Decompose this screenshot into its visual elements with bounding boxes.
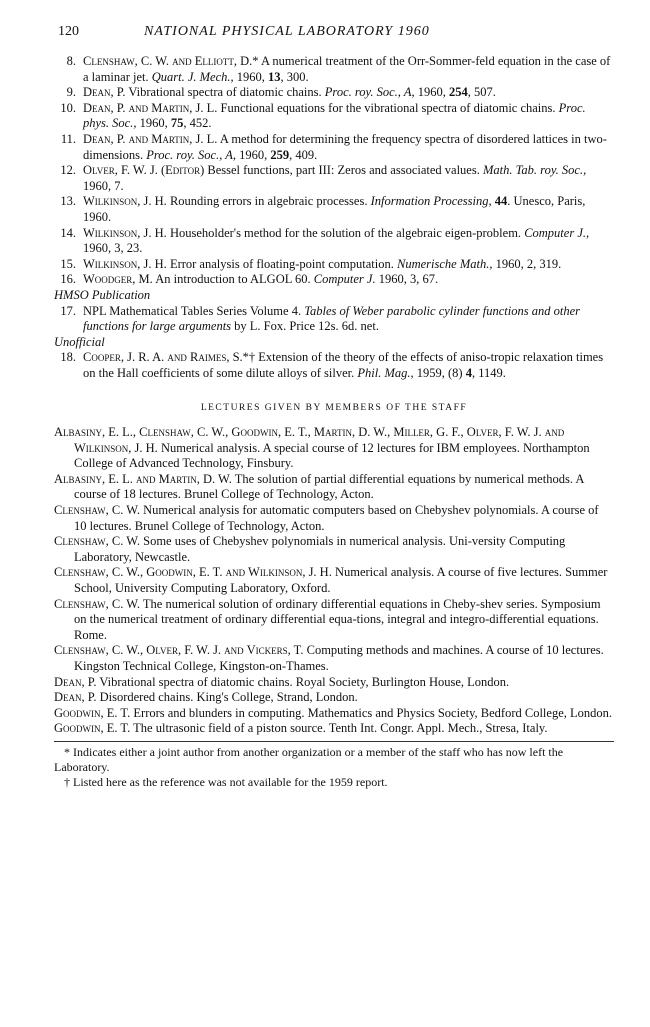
lecture-item [54,706,614,722]
reference-pages: , 452. [183,116,212,131]
reference-number: 16. [60,272,76,287]
lecture-item [54,425,614,472]
reference-volume: 75 [170,116,184,131]
reference-number: 18. [60,350,76,365]
reference-journal: Proc. roy. Soc., A, [146,147,237,162]
lecture-author: Albasiny, E. L. and Martin, D. W. [54,471,232,486]
lecture-item [54,472,614,503]
reference-text [83,226,614,257]
reference-item [54,304,614,335]
lecture-item [54,690,614,706]
lecture-author: Goodwin, E. T. [54,705,131,720]
reference-author: Wilkinson, J. H. [83,256,167,271]
reference-title: Error analysis of floating-point computation. [166,256,397,271]
reference-year: 1960, 3, 23. [83,241,143,256]
hmso-heading: HMSO Publication [54,287,151,302]
reference-journal: Proc. roy. Soc., A, [324,85,415,100]
footnote-symbol: * [64,744,70,759]
lecture-author: Clenshaw, C. W. [54,534,140,549]
reference-list [54,54,614,288]
reference-item [54,350,614,381]
reference-volume: 259 [270,147,290,162]
reference-text [83,272,614,288]
reference-number: 11. [60,131,76,146]
unofficial-heading: Unofficial [54,334,105,349]
reference-title: Rounding errors in algebraic processes. [166,194,371,209]
page-body [54,54,614,790]
lecture-text: Vibrational spectra of diatomic chains. Royal Society, Burlington House, London. [96,674,510,689]
lecture-item [54,565,614,596]
lecture-text: The numerical solution of ordinary differential equations in Cheby-shev series. Symposium on the numerical treatment of ordinary differential equa-tions, integral and integro-differential equations. Rome. [74,596,601,642]
reference-journal: Information Processing, [370,194,492,209]
lecture-author: Clenshaw, C. W., Goodwin, E. T. and Wilkinson, J. H. [54,565,332,580]
reference-title: Householder's method for the solution of the algebraic eigen-problem. [166,225,525,240]
lecture-text: Disordered chains. King's College, Strand, London. [96,690,358,705]
reference-author: Clenshaw, C. W. and Elliott, D.* [83,54,259,68]
reference-item [54,163,614,194]
footnote-text: Indicates either a joint author from another organization or a member of the staff who has now left the Laboratory. [54,744,564,774]
reference-text [83,85,614,101]
reference-number: 9. [66,85,76,100]
reference-author: Olver, F. W. J. (Editor) [83,163,205,178]
reference-author: Dean, P. [83,85,126,100]
lecture-text: The solution of partial differential equations by numerical methods. A course of 18 lectures. Brunel College of Technology, Acton. [74,471,584,502]
reference-text [83,163,614,194]
page-header [58,24,618,44]
reference-number: 13. [60,194,76,209]
reference-title: Vibrational spectra of diatomic chains. [125,85,325,100]
reference-author: Wilkinson, J. H. [83,225,167,240]
lecture-item [54,534,614,565]
reference-text [83,257,614,273]
reference-author: Woodger, M. [83,272,153,287]
reference-item [54,132,614,163]
reference-year: 1960, 2, 319. [492,256,562,271]
lecture-item [54,597,614,644]
reference-text [83,304,614,335]
reference-journal: Quart. J. Mech., [151,69,234,84]
reference-item [54,272,614,288]
lecture-author: Clenshaw, C. W., Olver, F. W. J. and Vickers, T. [54,643,304,658]
reference-title: Extension of the theory of the effects of aniso-tropic relaxation times on the Hall coefficients of some dilute alloys of silver. [83,350,604,380]
footnotes [54,745,614,790]
reference-title: Tables of Weber parabolic cylinder functions and other functions for large arguments [83,303,580,334]
lecture-item [54,643,614,674]
reference-author: Wilkinson, J. H. [83,194,167,209]
reference-prefix: NPL Mathematical Tables Series Volume 4. [83,303,305,318]
reference-item [54,226,614,257]
footnote-symbol: † [64,774,70,789]
reference-suffix: by L. Fox. Price 12s. 6d. net. [231,319,379,334]
running-title: NATIONAL PHYSICAL LABORATORY 1960 [144,24,430,39]
reference-journal: Phil. Mag., [357,365,414,380]
footnote-rule [54,741,614,742]
lecture-author: Clenshaw, C. W. [54,596,140,611]
reference-year: 1959, (8) [413,365,466,380]
reference-list-hmso [54,304,614,335]
reference-volume: 44 [494,194,508,209]
reference-year: 1960, [233,69,269,84]
reference-text [83,101,614,132]
reference-journal: Math. Tab. roy. Soc., [482,163,587,178]
reference-volume: 4 [465,365,472,380]
reference-pages: , 1149. [471,365,506,380]
reference-journal: Numerische Math., [396,256,493,271]
reference-author: Cooper, J. R. A. and Raimes, S.*† [83,350,256,365]
lecture-text: Errors and blunders in computing. Mathematics and Physics Society, Bedford College, London. [130,705,613,720]
lecture-item [54,503,614,534]
reference-title: A numerical treatment of the Orr-Sommer-feld equation in the case of a laminar jet. [83,54,611,84]
footnote [54,775,614,790]
lecture-author: Goodwin, E. T. [54,721,131,736]
lecture-list [54,425,614,737]
reference-pages: . Unesco, Paris, 1960. [83,194,586,224]
reference-text [83,194,614,225]
reference-pages: , 507. [467,85,496,100]
reference-text [83,350,614,381]
reference-title: An introduction to ALGOL 60. [152,272,314,287]
reference-number: 14. [60,225,76,240]
lecture-author: Albasiny, E. L., Clenshaw, C. W., Goodwin, E. T., Martin, D. W., Miller, G. F., Olver, F. W. J. and Wilkinson, J. H. [54,425,565,455]
reference-author: Dean, P. and Martin, J. L. [83,131,218,146]
reference-item [54,54,614,85]
reference-year: 1960, [136,116,171,131]
reference-number: 12. [60,163,76,178]
lecture-text: The ultrasonic field of a piston source. Tenth Int. Congr. Appl. Mech., Stresa, Italy. [130,721,548,736]
reference-volume: 13 [268,69,281,84]
reference-journal: Proc. phys. Soc., [83,100,586,131]
reference-volume: 254 [448,85,468,100]
reference-number: 15. [60,256,76,271]
reference-text [83,132,614,163]
reference-journal: Computer J. [313,272,376,287]
lecture-text: Some uses of Chebyshev polynomials in numerical analysis. Uni-versity Computing Laboratory, Newcastle. [74,534,566,564]
reference-author: Dean, P. and Martin, J. L. [83,100,218,115]
lecture-text: Computing methods and machines. A course of 10 lectures. Kingston Technical College, Kingston-on-Thames. [74,643,604,673]
page-number: 120 [58,24,79,39]
reference-pages: , 409. [289,147,318,162]
reference-text [83,54,614,85]
lecture-text: Numerical analysis for automatic computers based on Chebyshev polynomials. A course of 10 lectures. Brunel College of Technology, Acton. [74,503,599,533]
reference-pages: , 300. [280,69,309,84]
lecture-item [54,675,614,691]
reference-journal: Computer J., [524,225,590,240]
reference-item [54,101,614,132]
reference-year: 1960, 3, 67. [375,272,439,287]
lecture-author: Clenshaw, C. W. [54,503,140,518]
reference-number: 17. [60,303,76,318]
lecture-author: Dean, P. [54,674,97,689]
reference-item [54,194,614,225]
lecture-author: Dean, P. [54,690,97,705]
reference-number: 10. [60,100,76,115]
reference-title: Bessel functions, part III: Zeros and associated values. [204,163,483,178]
lecture-text: Numerical analysis. A course of five lectures. Summer School, University Computing Laboratory, Oxford. [74,565,608,595]
reference-year: 1960, [414,85,449,100]
lecture-item [54,721,614,737]
reference-year: 1960, [236,147,271,162]
reference-list-unofficial [54,350,614,381]
reference-year: 1960, 7. [83,178,124,193]
lecture-text: Numerical analysis. A special course of 12 lectures for IBM employees. Northampton College of Advanced Technology, Finsbury. [74,440,590,471]
footnote [54,745,614,775]
reference-item [54,85,614,101]
reference-item [54,257,614,273]
lectures-heading: LECTURES GIVEN BY MEMBERS OF THE STAFF [200,403,468,414]
footnote-text: Listed here as the reference was not available for the 1959 report. [70,774,388,789]
reference-number: 8. [66,54,76,68]
reference-title: Functional equations for the vibrational spectra of diatomic chains. [217,100,559,115]
reference-title: A method for determining the frequency spectra of disordered lattices in two-dimensions. [83,131,607,162]
